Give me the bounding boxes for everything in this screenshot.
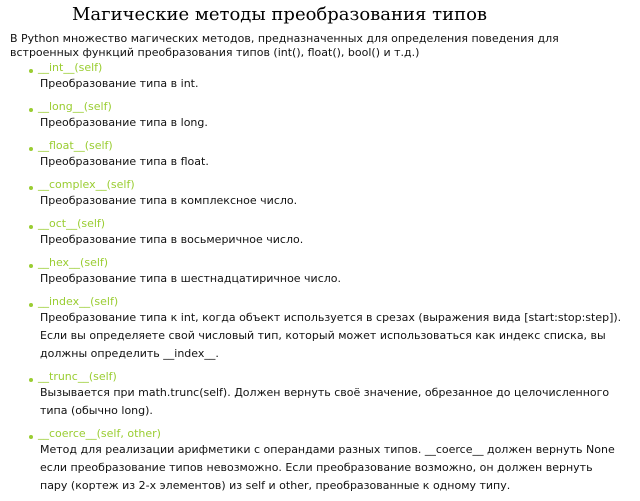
list-item-oct	[10, 216, 622, 249]
bullet-icon	[29, 225, 33, 229]
intro-paragraph: В Python множество магических методов, предназначенных для определения поведения для встроенных функций преобразования типов (int(), float(), bool() и т.д.)	[10, 32, 559, 59]
method-description: Метод для реализации арифметики с операндами разных типов. __coerce__ должен вернуть None если преобразование типов невозможно. Если преобразование возможно, он должен вернуть пару (кортеж из 2-х элементов) из self и other, преобразованные к одному типу.	[40, 443, 615, 492]
method-name: __float__(self)	[38, 139, 113, 152]
list-item-long	[10, 99, 622, 132]
list-item-int	[10, 60, 622, 93]
method-description: Преобразование типа в восьмеричное число.	[40, 233, 304, 246]
list-item-hex	[10, 255, 622, 288]
bullet-icon	[29, 264, 33, 268]
method-name: __trunc__(self)	[38, 370, 117, 383]
method-list	[10, 60, 622, 501]
page-title: Магические методы преобразования типов	[72, 4, 488, 25]
list-item-index	[10, 294, 622, 363]
list-item-complex	[10, 177, 622, 210]
method-name: __int__(self)	[38, 61, 103, 74]
method-name: __coerce__(self, other)	[38, 427, 161, 440]
method-name: __oct__(self)	[38, 217, 106, 230]
bullet-icon	[29, 303, 33, 307]
method-description: Вызывается при math.trunc(self). Должен вернуть своё значение, обрезанное до целочисленного типа (обычно long).	[40, 386, 610, 417]
method-description: Преобразование типа в long.	[40, 116, 208, 129]
method-description: Преобразование типа в float.	[40, 155, 209, 168]
bullet-icon	[29, 69, 33, 73]
bullet-icon	[29, 147, 33, 151]
method-description: Преобразование типа в int.	[40, 77, 199, 90]
method-name: __long__(self)	[38, 100, 112, 113]
bullet-icon	[29, 186, 33, 190]
bullet-icon	[29, 435, 33, 439]
list-item-float	[10, 138, 622, 171]
method-name: __index__(self)	[38, 295, 119, 308]
method-description: Преобразование типа в шестнадцатиричное число.	[40, 272, 342, 285]
method-description: Преобразование типа к int, когда объект используется в срезах (выражения вида [start:stop:step]). Если вы определяете свой числовый тип, который может использоваться как индекс списка, вы должны определить __index__.	[40, 311, 622, 360]
method-description: Преобразование типа в комплексное число.	[40, 194, 298, 207]
method-name: __hex__(self)	[38, 256, 109, 269]
method-name: __complex__(self)	[38, 178, 135, 191]
bullet-icon	[29, 108, 33, 112]
bullet-icon	[29, 378, 33, 382]
list-item-coerce	[10, 426, 622, 495]
list-item-trunc	[10, 369, 622, 420]
